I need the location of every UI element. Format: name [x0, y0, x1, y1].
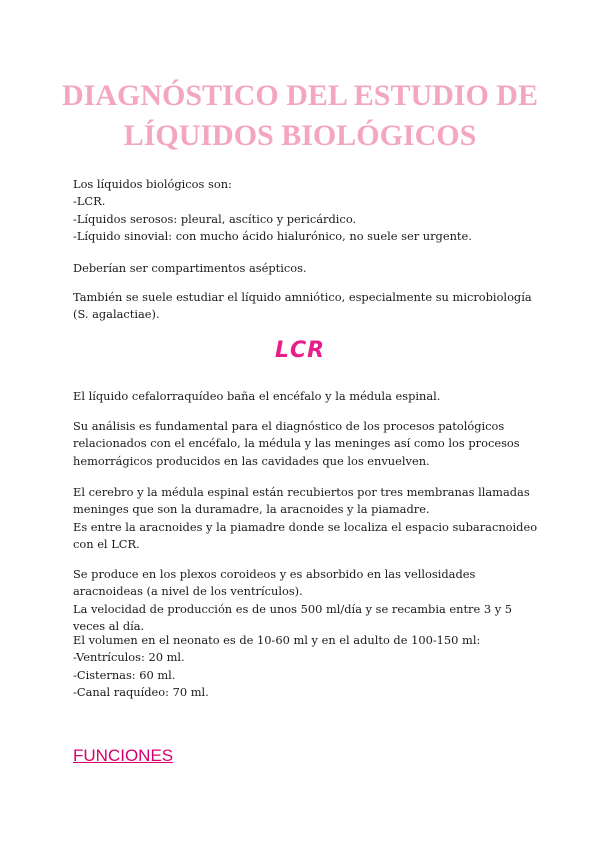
intro-item-serosos: -Líquidos serosos: pleural, ascítico y pericárdico. — [73, 211, 357, 226]
lcr-volume-section — [73, 632, 543, 702]
amniotic-paragraph: También se suele estudiar el líquido amniótico, especialmente su microbiología (S. agalactiae). — [73, 290, 532, 322]
intro-section — [73, 176, 543, 246]
lcr-heading: LCR — [274, 338, 326, 363]
page-title: DIAGNÓSTICO DEL ESTUDIO DE LÍQUIDOS BIOLÓGICOS — [62, 79, 538, 152]
lcr-paragraph-3a: El cerebro y la médula espinal están recubiertos por tres membranas llamadas meninges que son la duramadre, la aracnoides y la piamadre. — [73, 485, 530, 517]
intro-item-sinovial: -Líquido sinovial: con mucho ácido hialurónico, no suele ser urgente. — [73, 229, 472, 244]
lcr-paragraph-4b: La velocidad de producción es de unos 500 ml/día y se recambia entre 3 y 5 veces al día. — [73, 601, 513, 634]
aseptic-paragraph: Deberían ser compartimentos asépticos. — [73, 261, 307, 275]
intro-heading: Los líquidos biológicos son: — [73, 177, 232, 191]
intro-item-lcr: -LCR. — [73, 194, 106, 209]
lcr-paragraph-3b: Es entre la aracnoides y la piamadre donde se localiza el espacio subaracnoideo con el LCR. — [73, 519, 538, 552]
lcr-paragraph-1: El líquido cefalorraquídeo baña el encéfalo y la médula espinal. — [73, 389, 441, 403]
lcr-production-section — [73, 566, 543, 636]
lcr-volume-cisternas: -Cisternas: 60 ml. — [73, 667, 176, 682]
lcr-volume-ventriculos: -Ventrículos: 20 ml. — [73, 650, 185, 665]
funciones-heading: FUNCIONES — [73, 746, 174, 765]
lcr-paragraph-4a: Se produce en los plexos coroideos y es absorbido en las vellosidades aracnoideas (a nivel de los ventrículos). — [73, 567, 476, 599]
lcr-paragraph-2: Su análisis es fundamental para el diagnóstico de los procesos patológicos relacionados con el encéfalo, la médula y las meninges así como los procesos hemorrágicos producidos en las cavidades que los envuelven. — [73, 419, 520, 468]
lcr-volume-intro: El volumen en el neonato es de 10-60 ml y en el adulto de 100-150 ml: — [73, 633, 481, 647]
lcr-meninges-section — [73, 484, 543, 554]
lcr-volume-canal: -Canal raquídeo: 70 ml. — [73, 685, 209, 700]
